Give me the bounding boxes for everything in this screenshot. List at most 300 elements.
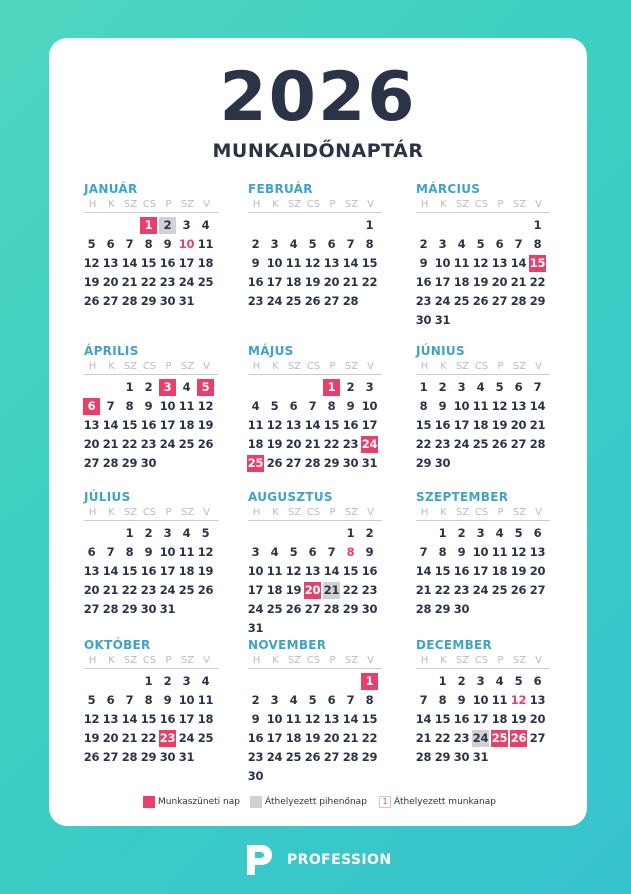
calendar-day: 2 [365, 526, 374, 540]
calendar-day: 15 [140, 712, 157, 726]
calendar-day: 19 [304, 275, 321, 289]
calendar-day: 26 [510, 583, 527, 597]
month-name: SZEPTEMBER [416, 490, 509, 504]
calendar-day: 8 [419, 399, 428, 413]
calendar-day: 3 [159, 379, 176, 396]
calendar-day: 13 [323, 256, 340, 270]
calendar-day: 16 [453, 712, 470, 726]
month-name: MÁRCIUS [416, 182, 481, 196]
weekday-header [248, 507, 382, 521]
calendar-day: 6 [87, 545, 96, 559]
calendar-day: 11 [491, 545, 508, 559]
calendar-day: 22 [140, 731, 157, 745]
month-name: JÚNIUS [416, 344, 465, 358]
calendar-day: 5 [514, 526, 523, 540]
calendar-day: 17 [472, 564, 489, 578]
calendar-day: 11 [197, 237, 214, 251]
calendar-day: 12 [266, 418, 283, 432]
calendar-day: 6 [533, 674, 542, 688]
weekday-label: CS [474, 655, 489, 666]
calendar-day: 6 [327, 693, 336, 707]
calendar-day: 23 [434, 437, 451, 451]
weekday-header [248, 199, 382, 213]
calendar-day: 29 [415, 456, 432, 470]
calendar-day: 28 [529, 437, 546, 451]
calendar-day: 1 [533, 218, 542, 232]
calendar-day: 13 [285, 418, 302, 432]
calendar-day: 13 [304, 564, 321, 578]
calendar-day: 18 [247, 437, 264, 451]
calendar-year: 2026 [219, 58, 417, 137]
calendar-day: 4 [495, 526, 504, 540]
calendar-day: 25 [472, 437, 489, 451]
calendar-day: 29 [140, 294, 157, 308]
calendar-day: 5 [289, 545, 298, 559]
calendar-day: 30 [361, 602, 378, 616]
weekday-label: SZ [512, 507, 527, 518]
calendar-day: 9 [457, 545, 466, 559]
calendar-day: 25 [285, 750, 302, 764]
calendar-day: 24 [453, 437, 470, 451]
calendar-day: 27 [529, 731, 546, 745]
month-name: NOVEMBER [248, 638, 327, 652]
month-name: ÁPRILIS [84, 344, 139, 358]
month-10 [84, 638, 224, 778]
calendar-day: 3 [251, 545, 260, 559]
calendar-day: 23 [453, 731, 470, 745]
calendar-day: 1 [346, 526, 355, 540]
calendar-day: 26 [266, 456, 283, 470]
calendar-day: 19 [285, 583, 302, 597]
holiday-swatch [143, 796, 155, 808]
calendar-day: 23 [361, 583, 378, 597]
weekday-header [248, 361, 382, 375]
weekday-header [416, 507, 550, 521]
weekday-label: SZ [123, 199, 138, 210]
calendar-day: 22 [434, 583, 451, 597]
calendar-day: 16 [247, 731, 264, 745]
calendar-day: 27 [102, 750, 119, 764]
weekday-label: K [272, 361, 279, 372]
calendar-day: 2 [144, 526, 153, 540]
calendar-day: 25 [247, 456, 264, 470]
weekday-header [248, 655, 382, 669]
weekday-label: K [272, 199, 279, 210]
calendar-day: 21 [415, 731, 432, 745]
calendar-day: 3 [270, 693, 279, 707]
calendar-day: 5 [270, 399, 279, 413]
weekday-label: P [497, 655, 504, 666]
calendar-day: 11 [247, 418, 264, 432]
calendar-day: 25 [178, 583, 195, 597]
calendar-day: 13 [529, 545, 546, 559]
calendar-day: 20 [529, 712, 546, 726]
calendar-day: 26 [285, 602, 302, 616]
weekday-label: P [329, 507, 336, 518]
calendar-day: 6 [308, 545, 317, 559]
calendar-day: 3 [182, 674, 191, 688]
calendar-day: 6 [106, 693, 115, 707]
weekday-label: H [88, 655, 97, 666]
calendar-day: 4 [289, 237, 298, 251]
calendar-day: 12 [491, 399, 508, 413]
calendar-day: 9 [163, 237, 172, 251]
calendar-day: 20 [510, 418, 527, 432]
calendar-day: 3 [163, 526, 172, 540]
weekday-label: H [420, 199, 429, 210]
calendar-day: 4 [182, 526, 191, 540]
weekday-label: H [88, 507, 97, 518]
calendar-day: 21 [529, 418, 546, 432]
calendar-day: 16 [159, 256, 176, 270]
calendar-day: 7 [533, 380, 542, 394]
calendar-day: 14 [102, 564, 119, 578]
calendar-day: 31 [159, 602, 176, 616]
calendar-day: 9 [457, 693, 466, 707]
calendar-day: 28 [510, 294, 527, 308]
calendar-day: 15 [323, 418, 340, 432]
weekday-label: H [420, 507, 429, 518]
calendar-day: 10 [178, 693, 195, 707]
weekday-label: SZ [180, 507, 195, 518]
calendar-day: 23 [342, 437, 359, 451]
calendar-day: 14 [415, 712, 432, 726]
calendar-day: 28 [342, 750, 359, 764]
calendar-day: 20 [102, 275, 119, 289]
weekday-header [84, 361, 218, 375]
calendar-day: 23 [159, 731, 176, 745]
calendar-day: 8 [533, 237, 542, 251]
calendar-day: 22 [121, 437, 138, 451]
weekday-label: V [367, 507, 374, 518]
calendar-day: 25 [266, 602, 283, 616]
brand-name: PROFESSION [287, 852, 392, 868]
weekday-label: CS [474, 507, 489, 518]
month-name: AUGUSZTUS [248, 490, 333, 504]
calendar-day: 5 [201, 526, 210, 540]
calendar-day: 26 [472, 294, 489, 308]
calendar-day: 29 [121, 456, 138, 470]
calendar-day: 23 [247, 750, 264, 764]
calendar-day: 24 [472, 583, 489, 597]
calendar-day: 26 [83, 294, 100, 308]
calendar-day: 7 [125, 693, 134, 707]
calendar-day: 12 [304, 712, 321, 726]
calendar-day: 29 [121, 602, 138, 616]
calendar-day: 6 [533, 526, 542, 540]
calendar-day: 17 [247, 583, 264, 597]
weekday-label: CS [142, 507, 157, 518]
calendar-day: 2 [144, 380, 153, 394]
calendar-day: 16 [342, 418, 359, 432]
calendar-day: 22 [529, 275, 546, 289]
calendar-day: 1 [144, 674, 153, 688]
month-12 [416, 638, 556, 778]
calendar-day: 18 [197, 712, 214, 726]
calendar-day: 26 [304, 294, 321, 308]
calendar-day: 13 [102, 256, 119, 270]
calendar-day: 25 [197, 275, 214, 289]
calendar-day: 3 [476, 526, 485, 540]
calendar-day: 6 [327, 237, 336, 251]
calendar-day: 7 [308, 399, 317, 413]
calendar-day: 21 [323, 583, 340, 597]
calendar-day: 6 [289, 399, 298, 413]
calendar-day: 28 [121, 750, 138, 764]
calendar-day: 31 [472, 750, 489, 764]
calendar-day: 18 [266, 583, 283, 597]
calendar-day: 24 [472, 731, 489, 745]
calendar-day: 4 [476, 380, 485, 394]
calendar-day: 17 [178, 256, 195, 270]
calendar-day: 31 [247, 621, 264, 635]
calendar-day: 19 [510, 564, 527, 578]
calendar-day: 3 [457, 380, 466, 394]
calendar-day: 2 [419, 237, 428, 251]
calendar-day: 18 [197, 256, 214, 270]
month-name: JÚLIUS [84, 490, 131, 504]
weekday-label: SZ [344, 361, 359, 372]
calendar-day: 26 [304, 750, 321, 764]
weekday-label: H [252, 361, 261, 372]
weekday-label: CS [306, 507, 321, 518]
month-7 [84, 490, 224, 630]
weekday-label: K [108, 199, 115, 210]
weekday-label: P [329, 655, 336, 666]
weekday-header [416, 655, 550, 669]
calendar-day: 5 [87, 237, 96, 251]
calendar-day: 21 [102, 437, 119, 451]
calendar-day: 17 [472, 712, 489, 726]
calendar-day: 8 [365, 237, 374, 251]
calendar-day: 14 [529, 399, 546, 413]
weekday-label: SZ [455, 361, 470, 372]
calendar-day: 31 [361, 456, 378, 470]
weekday-label: V [535, 361, 542, 372]
weekday-label: K [440, 507, 447, 518]
calendar-day: 13 [510, 399, 527, 413]
calendar-day: 26 [197, 437, 214, 451]
calendar-day: 7 [327, 545, 336, 559]
calendar-day: 15 [121, 564, 138, 578]
calendar-day: 9 [144, 399, 153, 413]
weekday-label: SZ [123, 361, 138, 372]
calendar-day: 20 [304, 583, 321, 597]
calendar-day: 6 [495, 237, 504, 251]
calendar-day: 11 [453, 256, 470, 270]
calendar-day: 24 [159, 437, 176, 451]
calendar-day: 5 [87, 693, 96, 707]
calendar-day: 28 [121, 294, 138, 308]
weekday-label: CS [306, 199, 321, 210]
calendar-day: 10 [472, 693, 489, 707]
calendar-day: 21 [342, 275, 359, 289]
weekday-label: SZ [287, 655, 302, 666]
calendar-day: 22 [323, 437, 340, 451]
calendar-day: 21 [121, 275, 138, 289]
calendar-day: 9 [438, 399, 447, 413]
weekday-label: SZ [512, 361, 527, 372]
calendar-day: 24 [178, 275, 195, 289]
calendar-day: 23 [453, 583, 470, 597]
calendar-day: 31 [178, 750, 195, 764]
calendar-day: 12 [510, 693, 527, 707]
calendar-day: 8 [125, 545, 134, 559]
month-name: OKTÓBER [84, 638, 151, 652]
calendar-day: 18 [285, 275, 302, 289]
weekday-label: SZ [455, 507, 470, 518]
calendar-day: 1 [323, 379, 340, 396]
calendar-day: 2 [346, 380, 355, 394]
calendar-day: 11 [197, 693, 214, 707]
calendar-day: 10 [266, 712, 283, 726]
calendar-day: 7 [106, 399, 115, 413]
calendar-day: 27 [83, 456, 100, 470]
calendar-day: 22 [361, 275, 378, 289]
calendar-day: 6 [83, 398, 100, 415]
calendar-day: 9 [163, 693, 172, 707]
calendar-day: 12 [83, 712, 100, 726]
calendar-card [49, 38, 587, 826]
weekday-label: P [497, 199, 504, 210]
calendar-day: 24 [247, 602, 264, 616]
calendar-day: 21 [342, 731, 359, 745]
month-4 [84, 344, 224, 484]
calendar-day: 2 [251, 237, 260, 251]
calendar-day: 13 [102, 712, 119, 726]
calendar-day: 27 [491, 294, 508, 308]
weekday-label: SZ [344, 655, 359, 666]
calendar-day: 16 [361, 564, 378, 578]
calendar-day: 3 [365, 380, 374, 394]
calendar-day: 15 [361, 712, 378, 726]
calendar-day: 19 [510, 712, 527, 726]
calendar-day: 25 [453, 294, 470, 308]
calendar-day: 1 [438, 674, 447, 688]
calendar-day: 14 [121, 256, 138, 270]
calendar-day: 23 [415, 294, 432, 308]
calendar-day: 19 [304, 731, 321, 745]
calendar-day: 29 [361, 750, 378, 764]
calendar-day: 4 [457, 237, 466, 251]
calendar-day: 1 [361, 673, 378, 690]
weekday-label: H [420, 655, 429, 666]
calendar-day: 29 [323, 456, 340, 470]
calendar-day: 24 [266, 750, 283, 764]
weekday-label: SZ [123, 507, 138, 518]
month-name: FEBRUÁR [248, 182, 313, 196]
calendar-day: 16 [415, 275, 432, 289]
weekday-label: V [367, 199, 374, 210]
calendar-day: 15 [361, 256, 378, 270]
calendar-day: 31 [434, 313, 451, 327]
calendar-day: 15 [140, 256, 157, 270]
workday-swatch: 1 [379, 796, 391, 808]
calendar-day: 8 [438, 693, 447, 707]
calendar-day: 12 [83, 256, 100, 270]
weekday-label: K [440, 655, 447, 666]
calendar-day: 30 [453, 750, 470, 764]
calendar-day: 11 [285, 256, 302, 270]
calendar-day: 2 [438, 380, 447, 394]
calendar-day: 12 [197, 399, 214, 413]
calendar-day: 19 [266, 437, 283, 451]
calendar-day: 8 [327, 399, 336, 413]
calendar-day: 10 [247, 564, 264, 578]
weekday-label: SZ [344, 199, 359, 210]
calendar-day: 10 [159, 399, 176, 413]
calendar-day: 12 [510, 545, 527, 559]
calendar-day: 13 [83, 418, 100, 432]
calendar-day: 7 [419, 693, 428, 707]
calendar-day: 25 [285, 294, 302, 308]
calendar-day: 15 [529, 256, 546, 270]
calendar-day: 17 [434, 275, 451, 289]
calendar-day: 10 [453, 399, 470, 413]
weekday-label: SZ [344, 507, 359, 518]
calendar-day: 23 [140, 437, 157, 451]
calendar-day: 24 [266, 294, 283, 308]
weekday-label: H [420, 361, 429, 372]
month-name: DECEMBER [416, 638, 493, 652]
calendar-day: 4 [270, 545, 279, 559]
calendar-day: 2 [163, 674, 172, 688]
calendar-day: 7 [514, 237, 523, 251]
calendar-day: 11 [472, 399, 489, 413]
calendar-day: 14 [342, 712, 359, 726]
calendar-day: 20 [285, 437, 302, 451]
month-3 [415, 182, 556, 327]
weekday-label: K [440, 361, 447, 372]
calendar-day: 1 [419, 380, 428, 394]
calendar-day: 16 [159, 712, 176, 726]
calendar-day: 27 [323, 750, 340, 764]
calendar-day: 15 [342, 564, 359, 578]
calendar-day: 29 [342, 602, 359, 616]
calendar-day: 1 [365, 218, 374, 232]
weekday-label: SZ [287, 361, 302, 372]
weekday-label: SZ [180, 199, 195, 210]
calendar-day: 29 [529, 294, 546, 308]
calendar-day: 30 [453, 602, 470, 616]
weekday-label: K [108, 361, 115, 372]
weekday-label: P [329, 199, 336, 210]
month-name: MÁJUS [248, 344, 294, 358]
weekday-label: H [252, 199, 261, 210]
calendar-day: 21 [415, 583, 432, 597]
calendar-day: 20 [323, 731, 340, 745]
weekday-label: CS [306, 361, 321, 372]
calendar-day: 18 [285, 731, 302, 745]
calendar-day: 14 [323, 564, 340, 578]
calendar-day: 17 [453, 418, 470, 432]
calendar-day: 9 [251, 712, 260, 726]
calendar-day: 21 [121, 731, 138, 745]
calendar-day: 17 [266, 731, 283, 745]
calendar-day: 9 [251, 256, 260, 270]
legend-holiday-label: Munkaszüneti nap [158, 797, 240, 807]
calendar-day: 5 [308, 693, 317, 707]
calendar-day: 2 [457, 674, 466, 688]
calendar-day: 30 [159, 294, 176, 308]
weekday-label: H [252, 655, 261, 666]
calendar-day: 5 [495, 380, 504, 394]
calendar-day: 14 [102, 418, 119, 432]
calendar-day: 11 [285, 712, 302, 726]
calendar-day: 13 [323, 712, 340, 726]
profession-p-logo-icon [244, 843, 274, 877]
month-11 [247, 638, 388, 783]
